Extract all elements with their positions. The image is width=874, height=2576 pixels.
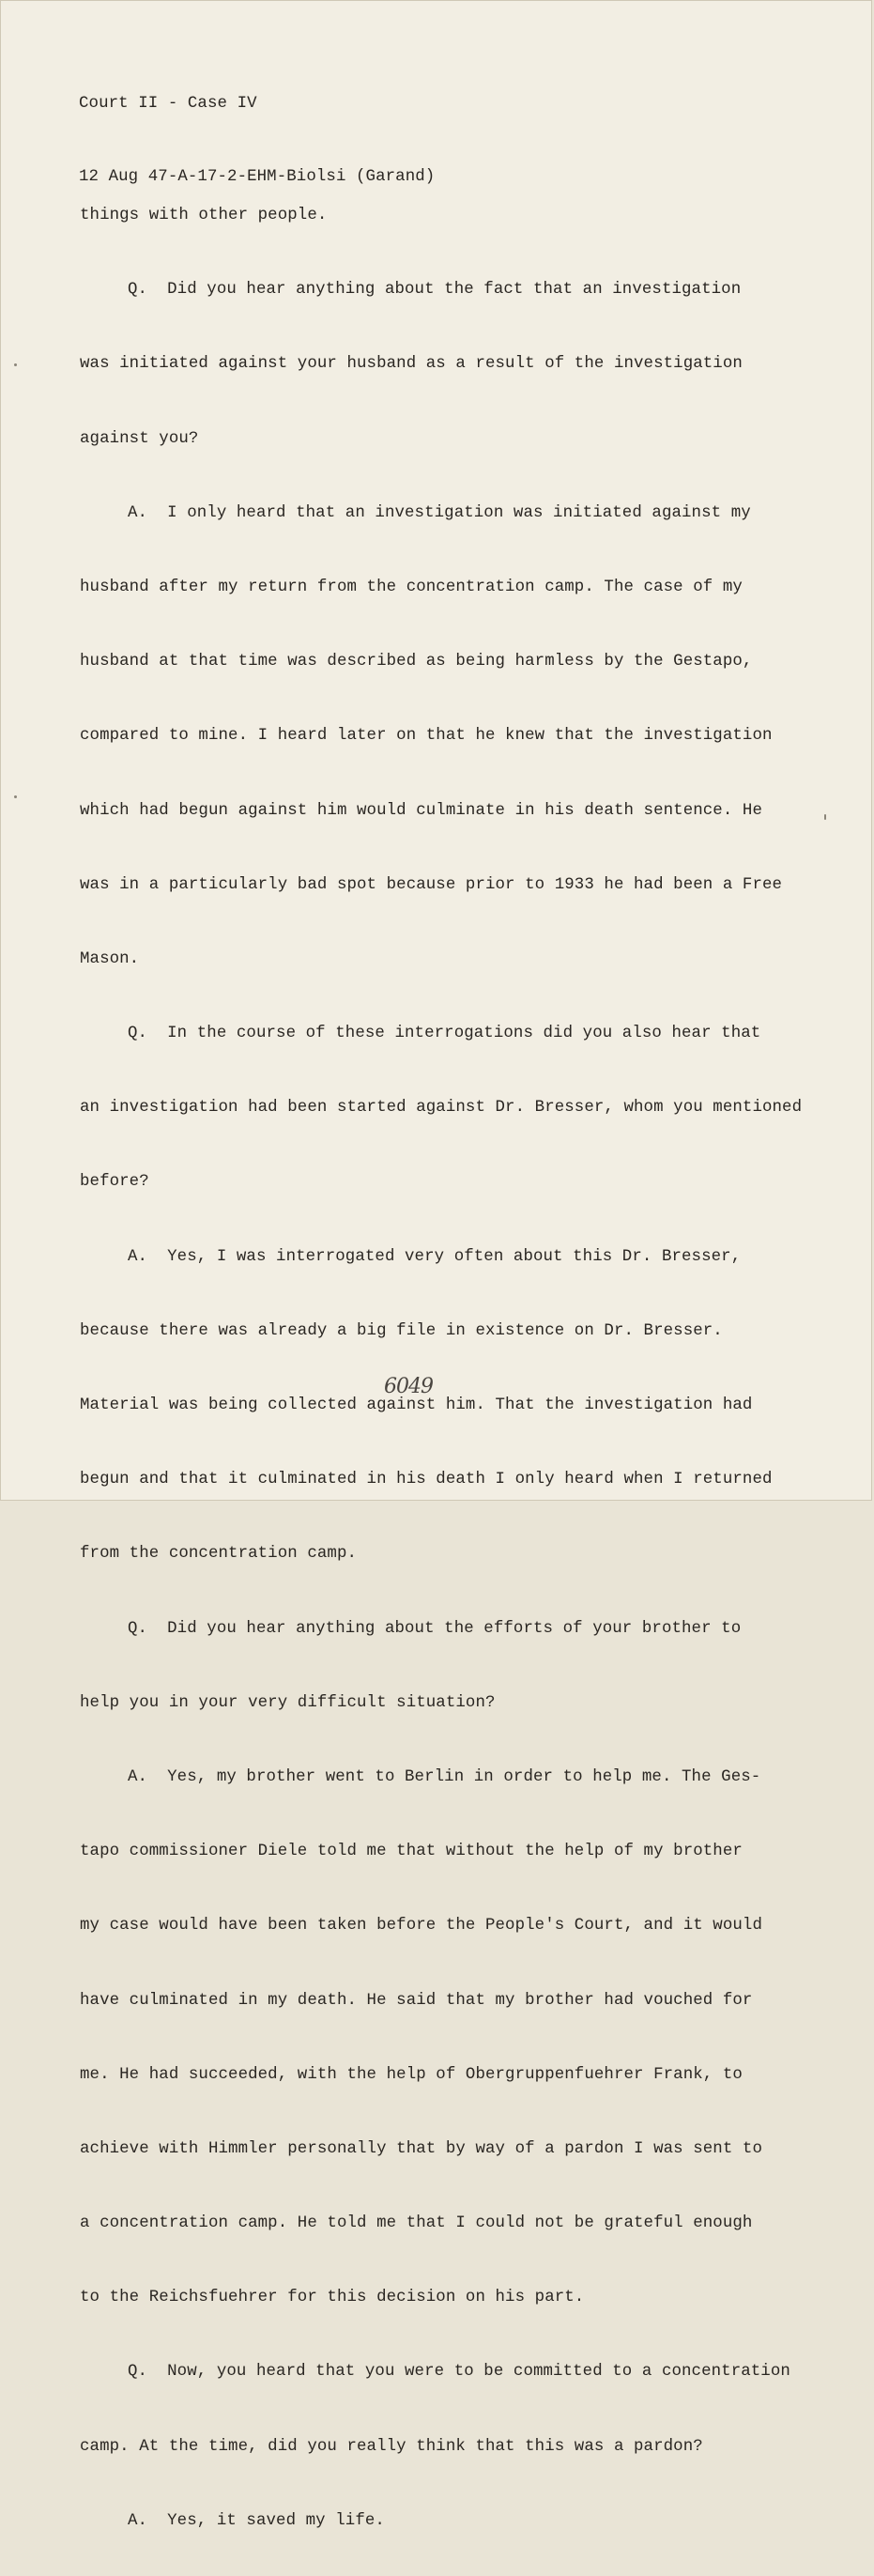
transcript-line: husband at that time was described as being harmless by the Gestapo, <box>80 653 753 671</box>
transcript-line: which had begun against him would culminate in his death sentence. He <box>80 801 762 820</box>
transcript-line: Material was being collected against him. That the investigation had <box>80 1396 753 1414</box>
transcript-answer: A. Yes, it saved my life. <box>128 2511 385 2530</box>
transcript-line: a concentration camp. He told me that I could not be grateful enough <box>80 2214 753 2233</box>
transcript-question: Q. In the course of these interrogations did you also hear that <box>128 1025 761 1043</box>
case-header-court: Court II - Case IV <box>79 95 257 113</box>
transcript-line: was in a particularly bad spot because prior to 1933 he had been a Free <box>80 875 783 894</box>
transcript-line: to the Reichsfuehrer for this decision on his part. <box>80 2289 585 2307</box>
transcript-line: compared to mine. I heard later on that he knew that the investigation <box>80 727 773 746</box>
transcript-line: against you? <box>80 429 199 448</box>
paper-speck <box>14 795 17 798</box>
transcript-line: before? <box>80 1173 149 1192</box>
transcript-line: was initiated against your husband as a result of the investigation <box>80 355 743 374</box>
page-number: 6049 <box>384 1375 433 1398</box>
transcript-answer: A. Yes, I was interrogated very often about this Dr. Bresser, <box>128 1247 742 1266</box>
transcript-question: Q. Now, you heard that you were to be committed to a concentration <box>128 2363 790 2382</box>
transcript-question: Q. Did you hear anything about the fact that an investigation <box>128 281 742 300</box>
transcript-line: me. He had succeeded, with the help of Obergruppenfuehrer Frank, to <box>80 2065 743 2084</box>
transcript-line: my case would have been taken before the People's Court, and it would <box>80 1917 762 1936</box>
transcript-line: achieve with Himmler personally that by way of a pardon I was sent to <box>80 2139 762 2158</box>
transcript-line: tapo commissioner Diele told me that without the help of my brother <box>80 1843 743 1861</box>
transcript-answer: A. I only heard that an investigation was initiated against my <box>128 503 751 522</box>
transcript-line: because there was already a big file in existence on Dr. Bresser. <box>80 1321 723 1340</box>
transcript-answer: A. Yes, my brother went to Berlin in order to help me. The Ges- <box>128 1767 761 1786</box>
paper-speck <box>14 363 17 366</box>
transcript-line: from the concentration camp. <box>80 1545 358 1564</box>
transcript-line: have culminated in my death. He said that my brother had vouched for <box>80 1991 753 2010</box>
transcript-question: Q. Did you hear anything about the efforts of your brother to <box>128 1619 742 1638</box>
transcript-line: camp. At the time, did you really think that this was a pardon? <box>80 2437 703 2456</box>
transcript-line: begun and that it culminated in his death I only heard when I returned <box>80 1471 773 1489</box>
transcript-line: Mason. <box>80 949 140 968</box>
transcript-line: help you in your very difficult situation? <box>80 1693 496 1712</box>
case-header-reference: 12 Aug 47-A-17-2-EHM-Biolsi (Garand) <box>79 168 436 186</box>
transcript-line: husband after my return from the concentration camp. The case of my <box>80 578 743 596</box>
transcript-body <box>80 161 802 2576</box>
transcript-line: things with other people. <box>80 207 328 224</box>
paper-speck <box>824 814 826 820</box>
transcript-line: an investigation had been started against Dr. Bresser, whom you mentioned <box>80 1099 803 1118</box>
